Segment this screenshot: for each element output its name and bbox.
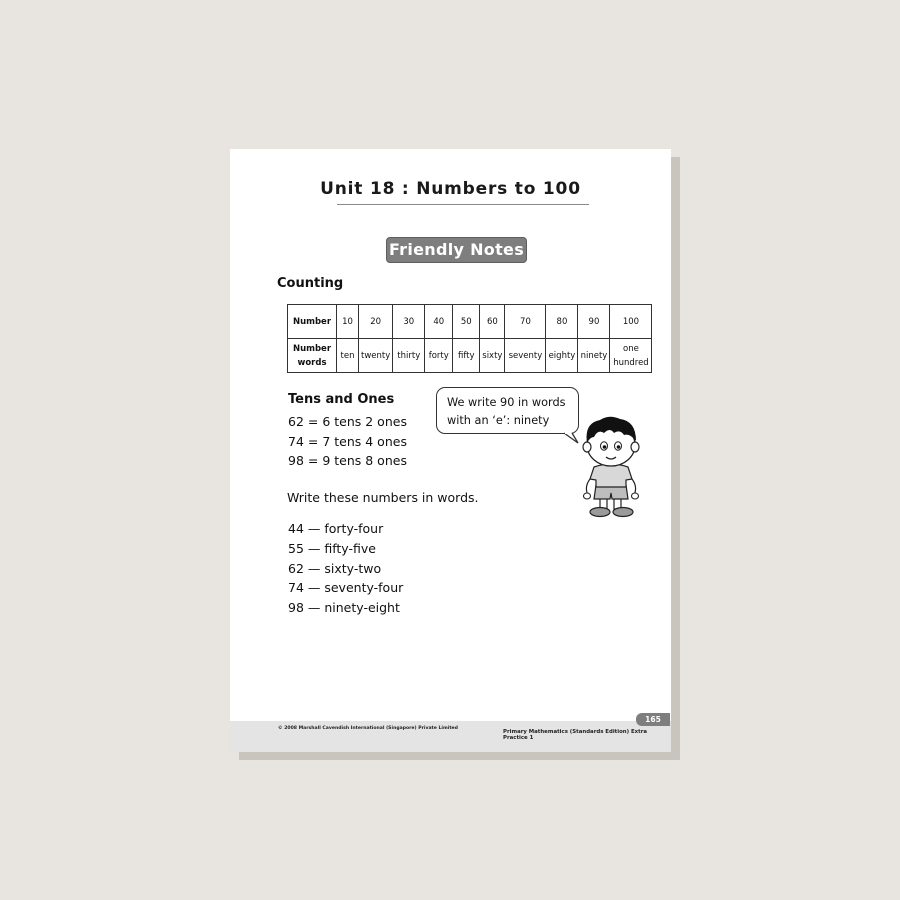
word-cell: fifty xyxy=(453,339,480,373)
row-label-number-words: Number words xyxy=(288,339,337,373)
word-cell: forty xyxy=(425,339,453,373)
number-cell: 50 xyxy=(453,305,480,339)
bubble-line: We write 90 in words xyxy=(447,396,566,409)
tens-ones-heading: Tens and Ones xyxy=(288,392,395,407)
words-row xyxy=(288,339,652,373)
word-cell: ten xyxy=(337,339,359,373)
tens-ones-line: 62 = 6 tens 2 ones xyxy=(288,414,407,429)
counting-heading: Counting xyxy=(277,276,344,291)
friendly-notes-badge: Friendly Notes xyxy=(386,237,527,263)
tens-ones-line: 74 = 7 tens 4 ones xyxy=(288,433,407,449)
number-cell: 100 xyxy=(610,305,652,339)
workbook-page xyxy=(230,149,671,752)
series-title: Primary Mathematics (Standards Edition) Extra Practice 1 xyxy=(503,729,648,741)
counting-table xyxy=(287,304,652,373)
unit-title: Unit 18 : Numbers to 100 xyxy=(320,179,581,199)
copyright-text: © 2008 Marshall Cavendish International (Singapore) Private Limited xyxy=(278,726,458,731)
instruction-text: Write these numbers in words. xyxy=(287,490,479,505)
tens-ones-line: 98 = 9 tens 8 ones xyxy=(288,453,407,469)
number-cell: 90 xyxy=(578,305,610,339)
tens-ones-list xyxy=(288,412,407,471)
word-cell: seventy xyxy=(505,339,546,373)
number-word-item: 55 — fifty-five xyxy=(288,540,376,556)
number-cell: 40 xyxy=(425,305,453,339)
speech-bubble xyxy=(436,387,579,434)
number-cell: 80 xyxy=(546,305,578,339)
word-cell: ninety xyxy=(578,339,610,373)
word-cell: twenty xyxy=(359,339,393,373)
word-cell: eighty xyxy=(546,339,578,373)
number-cell: 10 xyxy=(337,305,359,339)
number-row xyxy=(288,305,652,339)
number-cell: 60 xyxy=(480,305,505,339)
number-cell: 30 xyxy=(393,305,425,339)
bubble-line: with an ‘e’: ninety xyxy=(447,414,550,427)
number-cell: 20 xyxy=(359,305,393,339)
page-number: 165 xyxy=(636,713,670,726)
number-word-item: 74 — seventy-four xyxy=(288,580,404,596)
number-word-item: 98 — ninety-eight xyxy=(288,600,400,616)
boy-cartoon-icon xyxy=(576,415,646,521)
number-word-item: 62 — sixty-two xyxy=(288,560,382,576)
word-cell: one hundred xyxy=(610,339,652,373)
title-underline xyxy=(337,204,589,205)
number-cell: 70 xyxy=(505,305,546,339)
row-label-number: Number xyxy=(288,305,337,339)
word-cell: sixty xyxy=(480,339,505,373)
number-word-item: 44 — forty-four xyxy=(288,521,384,536)
word-cell: thirty xyxy=(393,339,425,373)
number-words-list xyxy=(288,519,403,618)
